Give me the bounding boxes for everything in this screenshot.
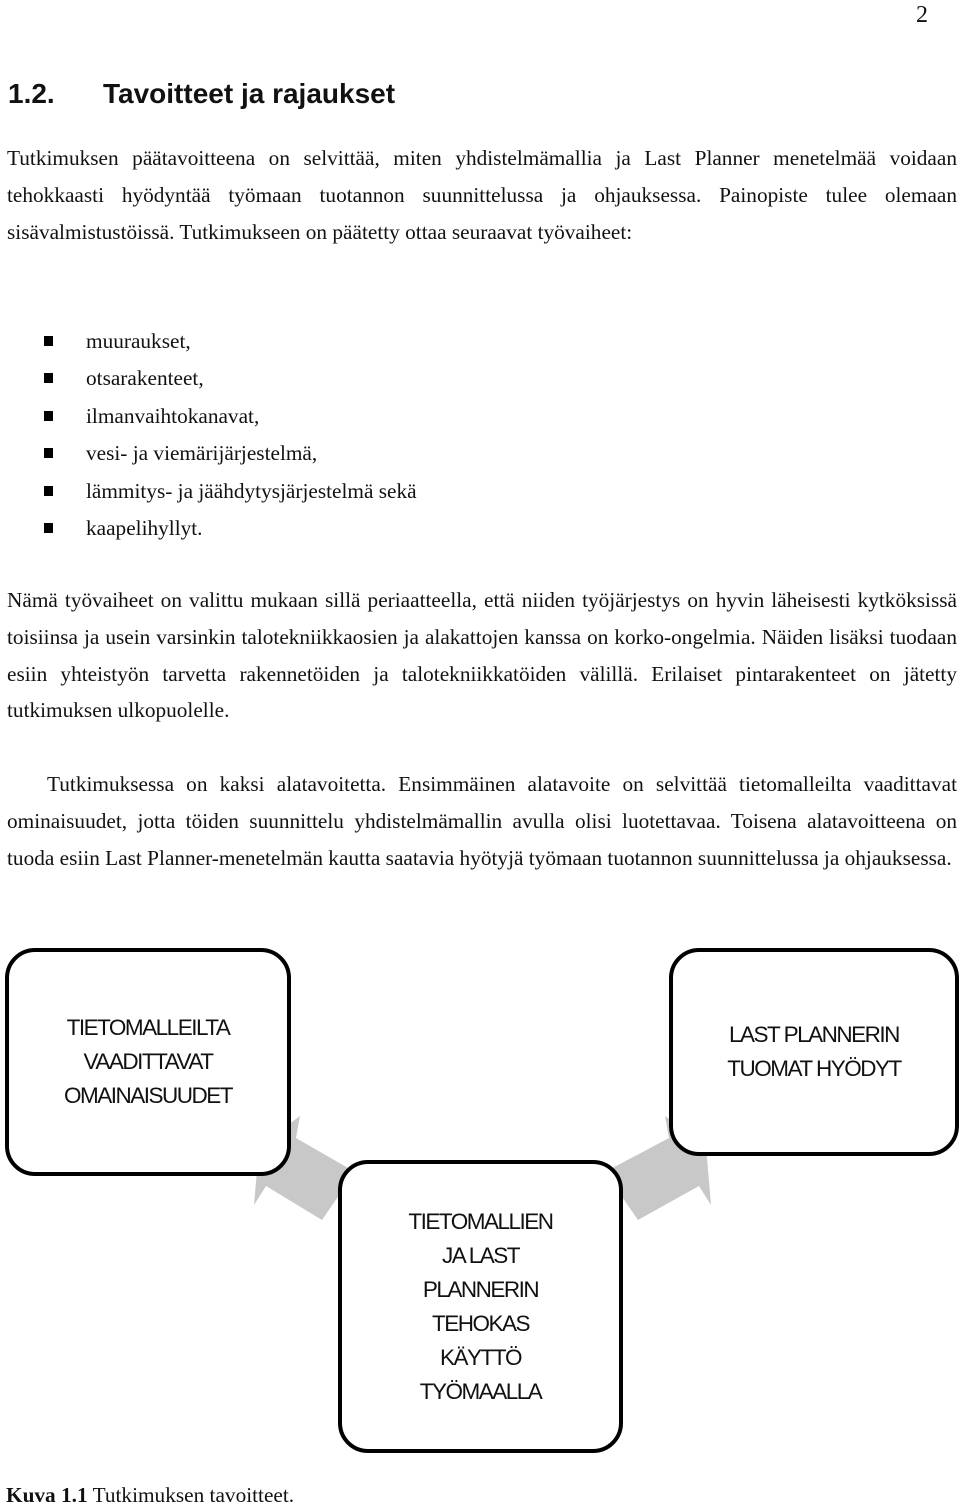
list-item <box>0 323 417 360</box>
box-model-requirements: TIETOMALLEILTA VAADITTAVAT OMAINAISUUDET <box>5 948 291 1176</box>
square-bullet-icon <box>44 373 53 383</box>
square-bullet-icon <box>44 486 53 496</box>
caption-text: Tutkimuksen tavoitteet. <box>87 1483 295 1507</box>
work-phase-list <box>0 323 417 547</box>
list-item-text: vesi- ja viemärijärjestelmä, <box>86 441 318 466</box>
list-item <box>0 360 417 397</box>
list-item <box>0 510 417 547</box>
square-bullet-icon <box>44 448 53 458</box>
section-number: 1.2. <box>8 78 55 109</box>
list-item-text: otsarakenteet, <box>86 366 204 391</box>
section-title: Tavoitteet ja rajaukset <box>103 78 396 109</box>
body-paragraph-1: Nämä työvaiheet on valittu mukaan sillä periaatteella, että niiden työjärjestys on hyvin läheisesti kytköksissä toisiinsa ja usein varsinkin talotekniikkaosien ja alakattojen kanssa on korko-ongelmia. Näiden lisäksi tuodaan esiin yhteistyön tarvetta rakennetöiden ja talotekniikkatöiden välillä. Erilaiset pintarakenteet on jätetty tutkimuksen ulkopuolelle. <box>7 588 957 723</box>
list-item <box>0 398 417 435</box>
square-bullet-icon <box>44 411 53 421</box>
body-paragraph-2: Tutkimuksessa on kaksi alatavoitetta. Ensimmäinen alatavoite on selvittää tietomalleilta vaadittavat ominaisuudet, jotta töiden suunnittelu yhdistelmämallin avulla olisi luotettavaa. Toisena alatavoitteena on tuoda esiin Last Planner-menetelmän kautta saatavia hyötyjä työmaan tuotannon suunnittelussa ja ohjauksessa. <box>7 772 957 870</box>
box-efficient-use: TIETOMALLIEN JA LAST PLANNERIN TEHOKAS KÄYTTÖ TYÖMAALLA <box>338 1160 623 1453</box>
list-item <box>0 435 417 472</box>
box-last-planner-benefits: LAST PLANNERIN TUOMAT HYÖDYT <box>669 948 959 1156</box>
list-item-text: lämmitys- ja jäähdytysjärjestelmä sekä <box>86 478 417 503</box>
square-bullet-icon <box>44 336 53 346</box>
intro-paragraph: Tutkimuksen päätavoitteena on selvittää, miten yhdistelmämallia ja Last Planner menetelmää voidaan tehokkaasti hyödyntää työmaan tuotannon suunnittelussa ja ohjauksessa. Painopiste tulee olemaan sisävalmistustöissä. Tutkimukseen on päätetty ottaa seuraavat työvaiheet: <box>7 146 957 244</box>
square-bullet-icon <box>44 523 53 533</box>
caption-label: Kuva 1.1 <box>6 1483 88 1507</box>
figure-caption <box>6 1483 294 1508</box>
list-item-text: ilmanvaihtokanavat, <box>86 403 260 428</box>
list-item-text: kaapelihyllyt. <box>86 515 203 540</box>
page-number: 2 <box>916 2 928 28</box>
list-item-text: muuraukset, <box>86 329 191 353</box>
list-item <box>0 473 417 510</box>
section-heading <box>8 78 395 110</box>
